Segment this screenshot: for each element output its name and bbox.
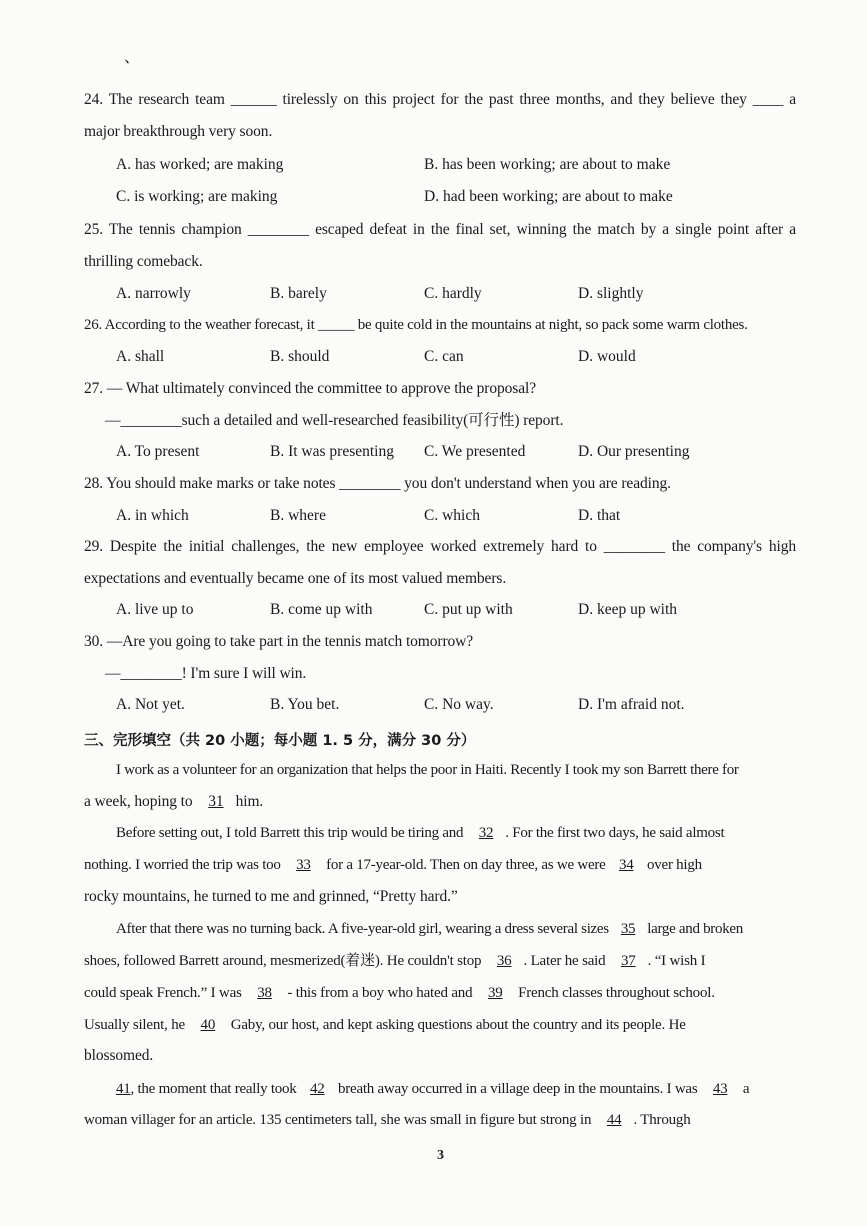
passage-text: . “I wish I — [647, 953, 706, 969]
passage-text: over high — [643, 857, 702, 873]
blank-38: 38 — [257, 985, 272, 1001]
blank-43: 43 — [712, 1081, 728, 1097]
q24-option-b: B. has been working; are about to make — [424, 156, 671, 173]
q30-option-a: A. Not yet. — [116, 696, 185, 713]
q30-stem-line1: 30. —Are you going to take part in the tennis match tomorrow? — [84, 633, 474, 650]
q29-option-a: A. live up to — [116, 601, 194, 618]
q30-option-d: D. I'm afraid not. — [578, 696, 685, 713]
blank-40: 40 — [200, 1017, 216, 1033]
q25-option-a: A. narrowly — [116, 285, 191, 302]
q24-option-a: A. has worked; are making — [116, 156, 284, 173]
q24-stem-line1: 24. The research team ______ tirelessly on this project for the past three months, and they believe they ____ a — [84, 91, 796, 108]
q29-option-d: D. keep up with — [578, 601, 678, 618]
passage-text: After that there was no turning back. A five-year-old girl, wearing a dress several sizes — [116, 921, 609, 937]
blank-34: 34 — [619, 857, 634, 873]
passage-text: . For the first two days, he said almost — [505, 825, 725, 841]
q26-option-b: B. should — [270, 348, 330, 365]
blank-44: 44 — [606, 1112, 622, 1128]
passage-text: could speak French.” I was — [84, 985, 246, 1001]
q27-stem-line1: 27. — What ultimately convinced the committee to approve the proposal? — [84, 380, 536, 397]
q28-stem-line1: 28. You should make marks or take notes ________ you don't understand when you are reading. — [84, 475, 671, 492]
q27-option-b: B. It was presenting — [270, 443, 394, 460]
passage-text: - this from a boy who hated and — [283, 985, 476, 1001]
q25-option-d: D. slightly — [578, 285, 644, 302]
passage-text: Before setting out, I told Barrett this trip would be tiring and — [116, 825, 467, 841]
blank-31: 31 — [208, 793, 224, 810]
passage-text: , the moment that really took — [130, 1081, 301, 1097]
passage-text: shoes, followed Barrett around, mesmerized(着迷). He couldn't stop — [84, 953, 485, 969]
q27-option-d: D. Our presenting — [578, 443, 690, 460]
q26-option-c: C. can — [424, 348, 464, 365]
passage-line-12 — [84, 1110, 691, 1130]
blank-37: 37 — [620, 953, 636, 969]
page-number: 3 — [437, 1148, 444, 1163]
q25-stem-line1: 25. The tennis champion ________ escaped defeat in the final set, winning the match by a single point after a — [84, 221, 796, 238]
q29-option-c: C. put up with — [424, 601, 513, 618]
q30-stem-line2: —________! I'm sure I will win. — [105, 665, 307, 682]
passage-line-10: blossomed. — [84, 1047, 154, 1064]
passage-line-9 — [84, 1015, 686, 1035]
passage-line-4 — [84, 855, 702, 875]
blank-39: 39 — [487, 985, 503, 1001]
blank-36: 36 — [496, 953, 512, 969]
q25-option-b: B. barely — [270, 285, 327, 302]
passage-line-11 — [116, 1079, 749, 1099]
blank-32: 32 — [478, 825, 494, 841]
passage-line-8 — [84, 983, 715, 1003]
passage-text: a week, hoping to — [84, 793, 197, 810]
scan-mark: 、 — [124, 49, 141, 66]
q26-stem-line1: 26. According to the weather forecast, it _____ be quite cold in the mountains at night, so pack some warm clothes. — [84, 317, 748, 333]
q24-stem-line2: major breakthrough very soon. — [84, 123, 273, 140]
q25-option-c: C. hardly — [424, 285, 482, 302]
passage-text: for a 17-year-old. Then on day three, as we were — [322, 857, 610, 873]
q29-stem-line2: expectations and eventually became one of its most valued members. — [84, 570, 507, 587]
q29-option-b: B. come up with — [270, 601, 373, 618]
blank-35: 35 — [620, 921, 636, 937]
blank-41: 41 — [116, 1081, 131, 1097]
passage-text: breath away occurred in a village deep in the mountains. I was — [334, 1081, 701, 1097]
passage-text: woman villager for an article. 135 centimeters tall, she was small in figure but strong in — [84, 1112, 595, 1128]
section-heading-cloze: 三、完形填空（共 20 小题；每小题 1. 5 分，满分 30 分） — [84, 733, 476, 749]
q30-option-c: C. No way. — [424, 696, 494, 713]
passage-line-2 — [84, 792, 263, 812]
q28-option-a: A. in which — [116, 507, 189, 524]
q29-stem-line1: 29. Despite the initial challenges, the new employee worked extremely hard to ________ the company's high — [84, 538, 796, 555]
passage-line-7 — [84, 951, 705, 971]
passage-text: Usually silent, he — [84, 1017, 189, 1033]
q24-option-c: C. is working; are making — [116, 188, 278, 205]
q25-stem-line2: thrilling comeback. — [84, 253, 203, 270]
q28-option-c: C. which — [424, 507, 480, 524]
q26-option-d: D. would — [578, 348, 636, 365]
passage-text: French classes throughout school. — [514, 985, 715, 1001]
passage-text: . Later he said — [523, 953, 609, 969]
passage-text: large and broken — [647, 921, 743, 937]
passage-line-1: I work as a volunteer for an organization that helps the poor in Haiti. Recently I took my son Barrett there for — [116, 762, 739, 778]
q27-option-a: A. To present — [116, 443, 200, 460]
blank-33: 33 — [296, 857, 311, 873]
q27-stem-line2: —________such a detailed and well-researched feasibility(可行性) report. — [105, 412, 564, 429]
blank-42: 42 — [310, 1081, 325, 1097]
q26-option-a: A. shall — [116, 348, 165, 365]
q24-option-d: D. had been working; are about to make — [424, 188, 673, 205]
q30-option-b: B. You bet. — [270, 696, 340, 713]
q28-option-b: B. where — [270, 507, 326, 524]
passage-line-3 — [116, 823, 724, 843]
q28-option-d: D. that — [578, 507, 621, 524]
passage-text: him. — [235, 793, 264, 810]
passage-text: Gaby, our host, and kept asking questions about the country and its people. He — [227, 1017, 686, 1033]
q27-option-c: C. We presented — [424, 443, 526, 460]
passage-line-6 — [116, 919, 743, 939]
passage-text: . Through — [633, 1112, 691, 1128]
passage-line-5: rocky mountains, he turned to me and grinned, “Pretty hard.” — [84, 888, 458, 905]
passage-text: a — [739, 1081, 750, 1097]
passage-text: nothing. I worried the trip was too — [84, 857, 285, 873]
